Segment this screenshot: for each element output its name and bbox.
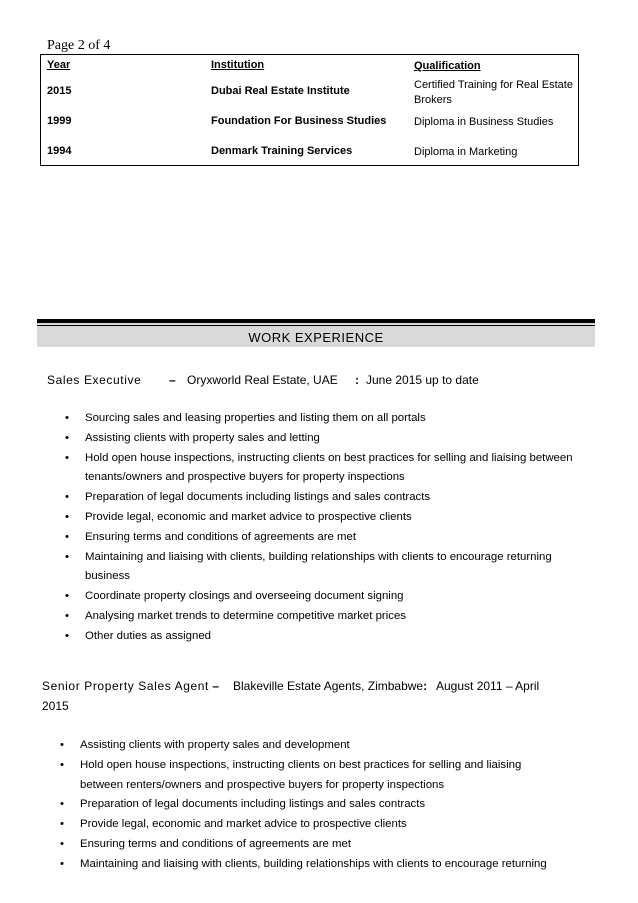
colon: : xyxy=(355,373,359,387)
list-item: • Maintaining and liaising with clients, building relationships with clients to encourage returning business xyxy=(85,548,585,588)
section-title: WORK EXPERIENCE xyxy=(248,330,384,345)
list-item: • Ensuring terms and conditions of agreements are met xyxy=(80,835,560,855)
row-qualification: Certified Training for Real Estate Brokers xyxy=(414,79,573,106)
header-institution: Institution xyxy=(211,59,265,71)
row-qualification: Diploma in Business Studies xyxy=(414,116,554,128)
page-number: Page 2 of 4 xyxy=(47,38,111,53)
divider xyxy=(37,319,595,323)
list-item: • Analysing market trends to determine competitive market prices xyxy=(85,607,585,627)
list-item: • Hold open house inspections, instructing clients on best practices for selling and liaising between renters/owners and prospective buyers for property inspections xyxy=(80,756,560,796)
divider xyxy=(37,325,595,326)
list-item: • Provide legal, economic and market advice to prospective clients xyxy=(80,815,560,835)
list-item: • Preparation of legal documents including listings and sales contracts xyxy=(85,488,585,508)
job-heading xyxy=(42,679,219,693)
job-heading xyxy=(47,373,141,387)
row-qualification: Diploma in Marketing xyxy=(414,146,518,158)
colon: : xyxy=(423,679,428,693)
list-item: • Assisting clients with property sales and development xyxy=(80,736,560,756)
list-item: • Maintaining and liaising with clients, building relationships with clients to encourage returning xyxy=(80,855,560,875)
list-item: • Other duties as assigned xyxy=(85,627,585,647)
job-title: Sales Executive xyxy=(47,373,142,387)
job-company: Blakeville Estate Agents, Zimbabwe xyxy=(233,679,424,693)
list-item: • Preparation of legal documents including listings and sales contracts xyxy=(80,795,560,815)
header-qualification: Qualification xyxy=(414,60,481,72)
work-experience-banner xyxy=(37,319,595,347)
job-period: August 2011 – April xyxy=(436,679,540,693)
job-colon xyxy=(355,373,359,387)
job-company: Oryxworld Real Estate, UAE xyxy=(187,373,338,387)
list-item: • Ensuring terms and conditions of agreements are met xyxy=(85,528,585,548)
row-year: 1999 xyxy=(47,115,72,127)
dash: – xyxy=(169,373,176,387)
row-institution: Dubai Real Estate Institute xyxy=(211,85,350,97)
row-year: 2015 xyxy=(47,85,72,97)
header-year: Year xyxy=(47,59,71,71)
job-period-continued: 2015 xyxy=(42,699,69,713)
list-item: • Hold open house inspections, instructing clients on best practices for selling and liaising between tenants/owners and prospective buyers for property inspections xyxy=(85,449,585,489)
duty-list xyxy=(80,736,560,875)
row-institution: Foundation For Business Studies xyxy=(211,115,387,127)
job-period: June 2015 up to date xyxy=(366,373,479,387)
education-table xyxy=(40,54,579,166)
list-item: • Assisting clients with property sales and letting xyxy=(85,429,585,449)
job-title: Senior Property Sales Agent xyxy=(42,679,209,693)
job-dash xyxy=(169,373,176,387)
dash: – xyxy=(212,679,219,693)
duty-list xyxy=(85,409,585,647)
list-item: • Coordinate property closings and overseeing document signing xyxy=(85,587,585,607)
row-year: 1994 xyxy=(47,145,72,157)
list-item: • Provide legal, economic and market advice to prospective clients xyxy=(85,508,585,528)
row-institution: Denmark Training Services xyxy=(211,145,353,157)
list-item: • Sourcing sales and leasing properties and listing them on all portals xyxy=(85,409,585,429)
job-company-line xyxy=(233,679,427,693)
